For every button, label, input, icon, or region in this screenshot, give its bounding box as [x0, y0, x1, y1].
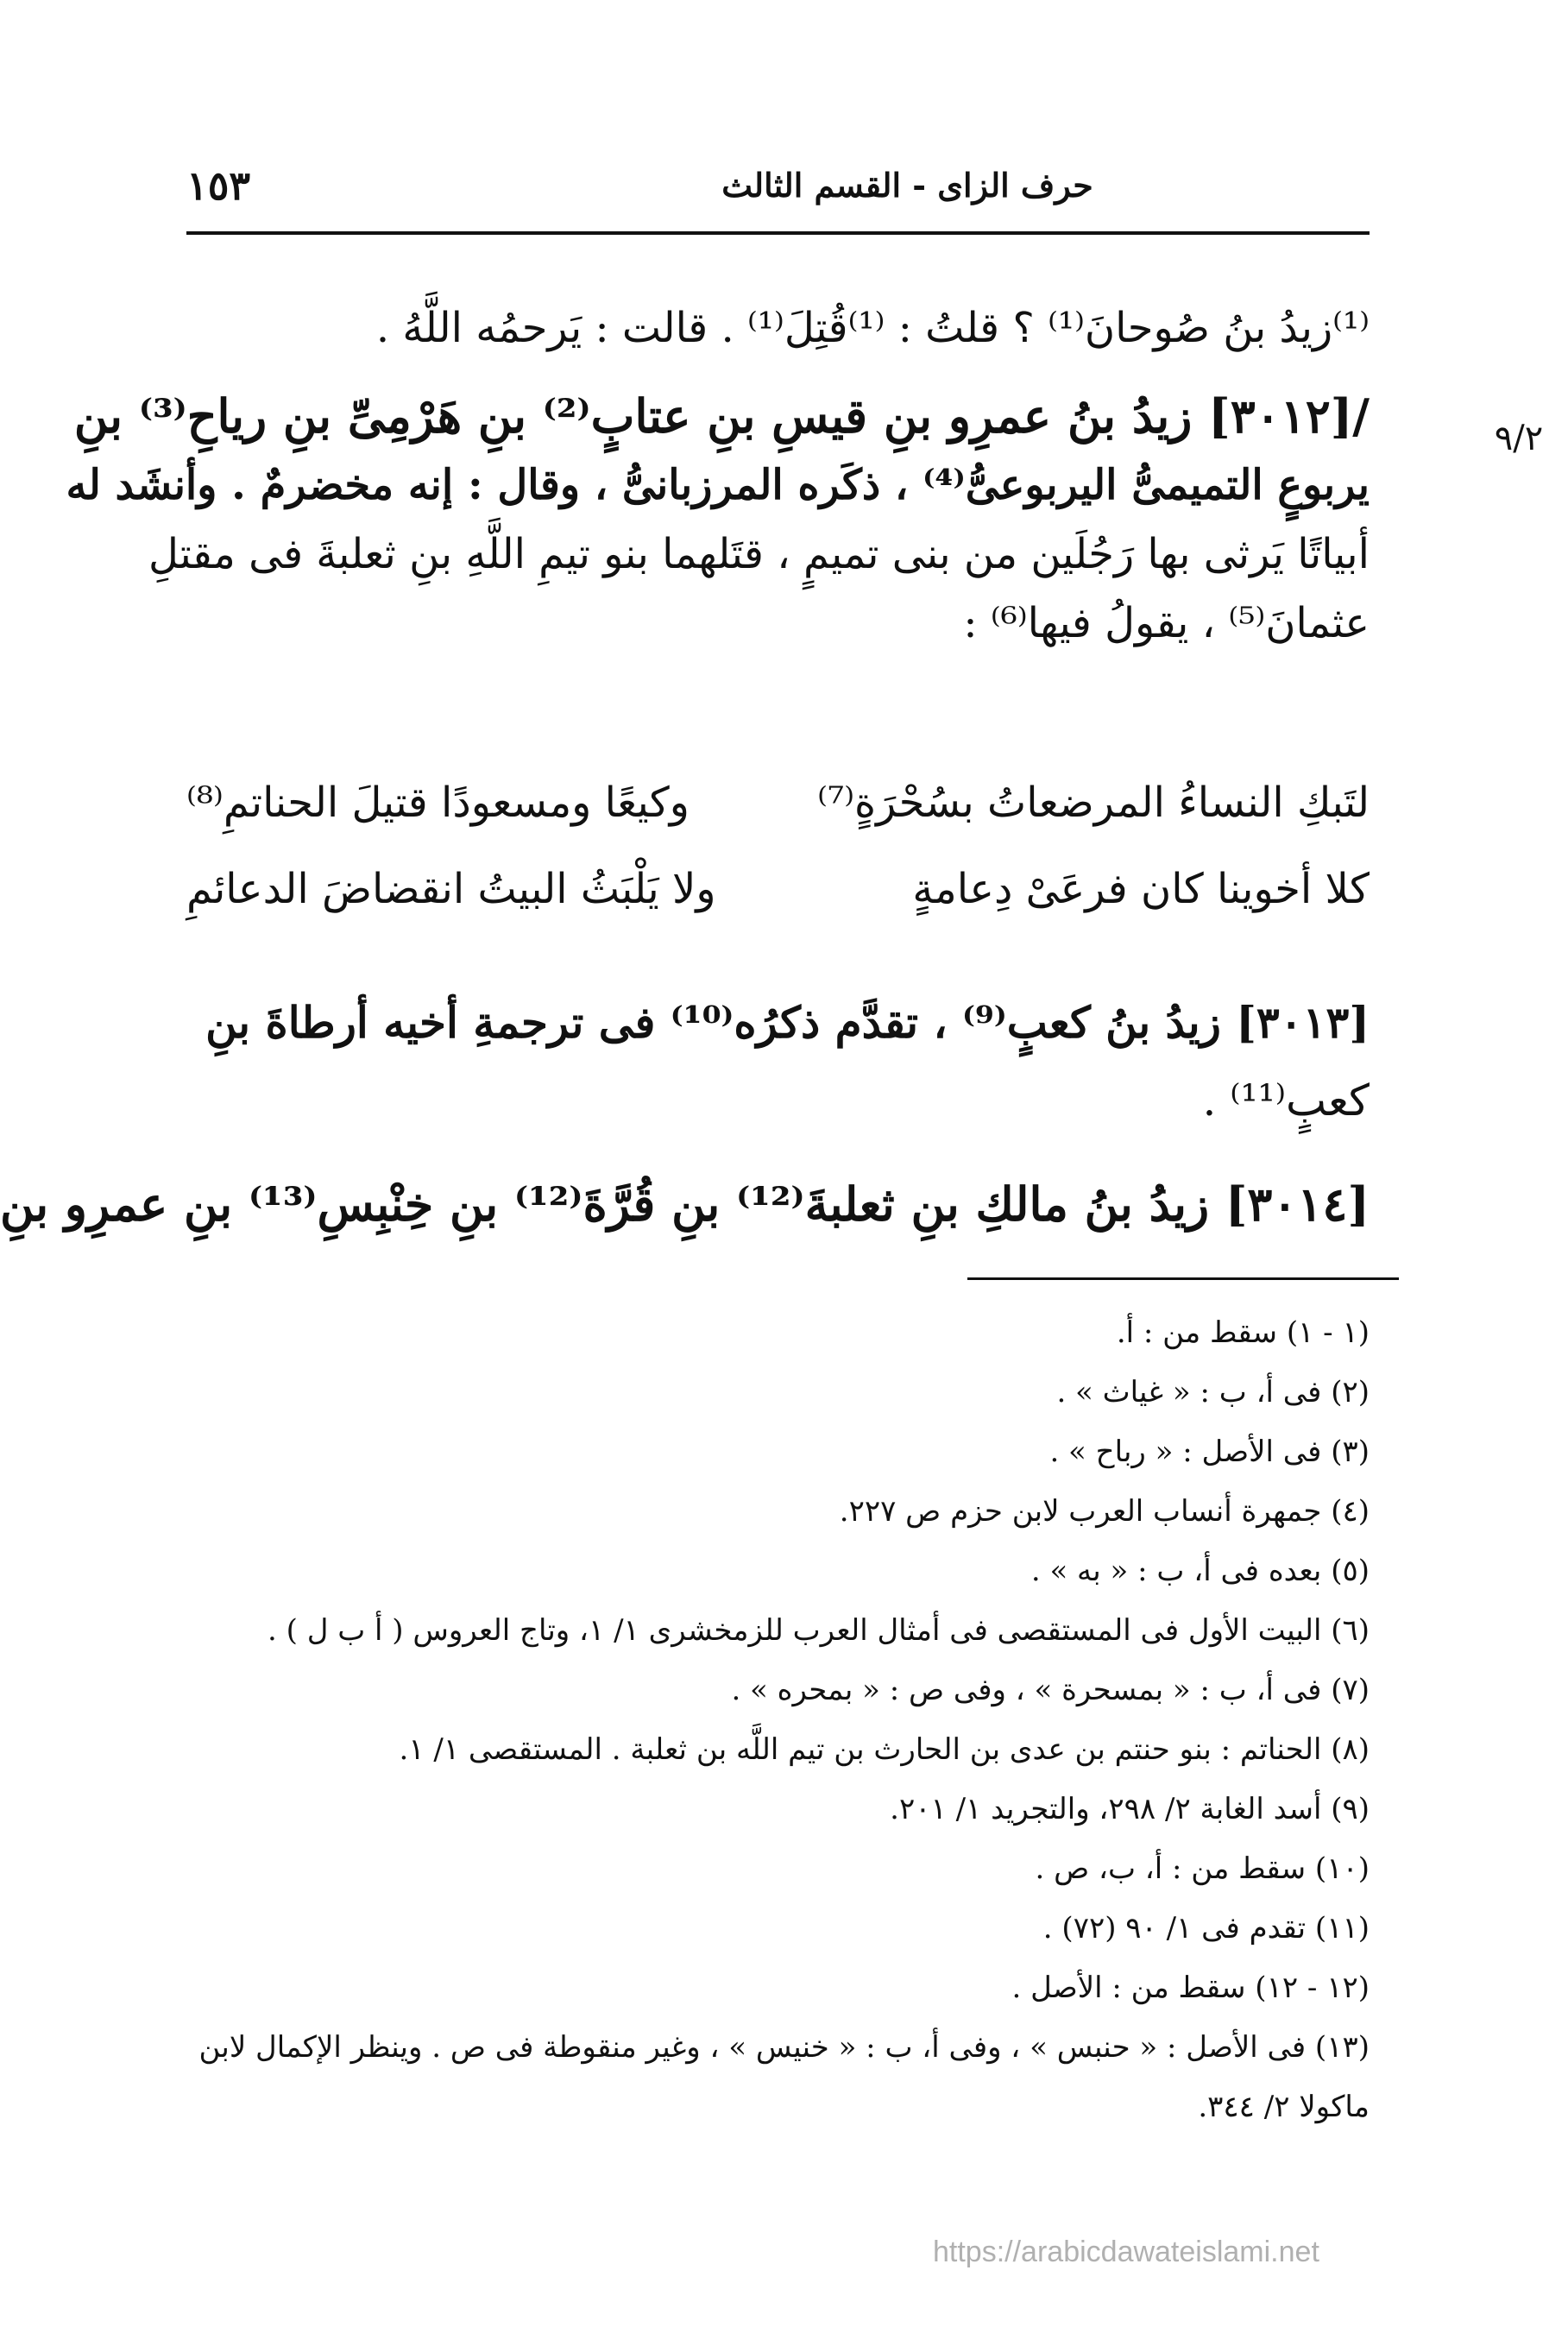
spacer	[186, 363, 1370, 382]
text-line: عثمانَ⁽⁵⁾ ، يقولُ فيها⁽⁶⁾ :	[963, 599, 1370, 647]
verse-hemistich-left: وكيعًا ومسعودًا قتيلَ الحناتمِ⁽⁸⁾	[186, 779, 690, 827]
entry-heading: /[٣٠١٢] زيدُ بنُ عمرِو بنِ قيسِ بنِ عتابٍ⁽²⁾ بنِ هَرْمِىِّ بنِ رياحِ⁽³⁾ بنِ	[73, 388, 1370, 444]
text-line: أبياتًا يَرثى بها رَجُلَين من بنى تميمٍ ، قتَلهما بنو تيمِ اللَّهِ بنِ ثعلبةَ فى مقتلِ	[148, 530, 1370, 578]
footnote: ماكولا ٢/ ٣٤٤.	[1198, 2090, 1370, 2124]
entries	[0, 984, 1370, 1243]
footnote: (٤) جمهرة أنساب العرب لابن حزم ص ٢٢٧.	[839, 1494, 1370, 1529]
footnote: (٧) فى أ، ب : « بمسحرة » ، وفى ص : « بمحره » .	[731, 1673, 1370, 1707]
footnote-rule	[967, 1277, 1399, 1280]
entry-heading: [٣٠١٤] زيدُ بنُ مالكِ بنِ ثعلبةَ⁽¹²⁾ بنِ قُرَّةَ⁽¹²⁾ بنِ خِنْبِسِ⁽¹³⁾ بنِ عمرِو بنِ	[0, 1176, 1370, 1232]
footnote: (٢) فى أ، ب : « غياث » .	[1056, 1375, 1370, 1409]
footnote: (١ - ١) سقط من : أ.	[1116, 1315, 1370, 1350]
footnote: (٦) البيت الأول فى المستقصى فى أمثال العرب للزمخشرى ١/ ١، وتاج العروس ( أ ب ل ) .	[268, 1613, 1370, 1648]
running-title: حرف الزاى - القسم الثالث	[721, 166, 1093, 205]
entry-heading: [٣٠١٣] زيدُ بنُ كعبٍ⁽⁹⁾ ، تقدَّم ذكرُه⁽¹⁰⁾ فى ترجمةِ أخيه أرطاةَ بنِ	[205, 997, 1370, 1048]
page-header	[186, 162, 1370, 223]
main-text	[66, 293, 1370, 658]
spacer	[186, 1139, 1370, 1165]
margin-reference: ٩/٢	[1494, 419, 1544, 458]
verse-hemistich-right: لتَبكِ النساءُ المرضعاتُ بسُحْرَةٍ⁽⁷⁾	[817, 779, 1370, 827]
footnote: (١٢ - ١٢) سقط من : الأصل .	[1011, 1971, 1370, 2005]
verse-hemistich-left: ولا يَلْبَثُ البيتُ انقضاضَ الدعائمِ	[186, 865, 716, 913]
footnote: (١٣) فى الأصل : « حنبس » ، وفى أ، ب : « خنيس » ، وغير منقوطة فى ص . وينظر الإكمال لابن	[198, 2030, 1370, 2065]
text-line: ⁽¹⁾زيدُ بنُ صُوحانَ⁽¹⁾ ؟ قلتُ : ⁽¹⁾قُتِلَ⁽¹⁾ . قالت : يَرحمُه اللَّهُ .	[375, 304, 1370, 352]
text-line: كعبٍ⁽¹¹⁾ .	[1202, 1075, 1370, 1126]
footnote: (٩) أسد الغابة ٢/ ٢٩٨، والتجريد ١/ ٢٠١.	[890, 1792, 1370, 1826]
verse	[186, 760, 1370, 846]
poem	[186, 760, 1370, 932]
verse	[186, 846, 1370, 932]
watermark-url: https://arabicdawateislami.net	[933, 2236, 1319, 2268]
text-line: يربوعٍ التميمىُّ اليربوعىُّ⁽⁴⁾ ، ذكَره المرزبانىُّ ، وقال : إنه مخضرمٌ . وأنشَد له	[66, 461, 1370, 509]
footnote: (٣) فى الأصل : « رباح » .	[1049, 1435, 1370, 1469]
footnote: (١٠) سقط من : أ، ب، ص .	[1035, 1851, 1370, 1886]
header-rule	[186, 231, 1370, 235]
page-number: ١٥٣	[186, 162, 251, 209]
footnote: (١١) تقدم فى ١/ ٩٠ (٧٢) .	[1042, 1911, 1370, 1946]
footnote: (٥) بعده فى أ، ب : « به » .	[1030, 1554, 1370, 1588]
footnotes	[186, 1303, 1370, 2137]
verse-hemistich-right: كلا أخوينا كان فرعَىْ دِعامةٍ	[912, 865, 1370, 913]
footnote: (٨) الحناتم : بنو حنتم بن عدى بن الحارث بن تيم اللَّه بن ثعلبة . المستقصى ١/ ١.	[399, 1732, 1370, 1767]
